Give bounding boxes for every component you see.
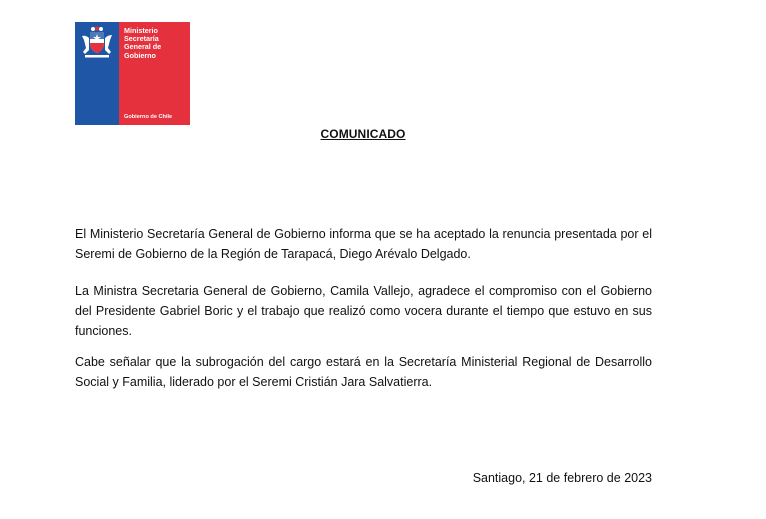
logo-title-line: Secretaría — [124, 34, 159, 44]
logo-ministry-name — [124, 27, 190, 60]
logo-footer-text: Gobierno de Chile — [124, 114, 173, 120]
paragraph-subrogation: Cabe señalar que la subrogación del cargo estará en la Secretaría Ministerial Regional de Desarrollo Social y Familia, liderado por el Seremi Cristián Jara Salvatierra. — [75, 355, 652, 389]
logo-title-line: Gobierno — [124, 50, 156, 60]
document-date: Santiago, 21 de febrero de 2023 — [472, 471, 652, 485]
paragraph-thanks: La Ministra Secretaria General de Gobierno, Camila Vallejo, agradece el compromiso con el Gobierno del Presidente Gabriel Boric y el trabajo que realizó como vocera durante el tiempo que estuvo en sus funciones. — [75, 284, 652, 338]
logo-title-line: Ministerio — [124, 26, 158, 35]
paragraph-resignation: El Ministerio Secretaría General de Gobierno informa que se ha aceptado la renuncia presentada por el Seremi de Gobierno de la Región de Tarapacá, Diego Arévalo Delgado. — [75, 227, 652, 261]
coat-of-arms-icon — [79, 26, 115, 60]
document-heading: COMUNICADO — [320, 127, 406, 141]
ministry-logo — [75, 22, 190, 125]
logo-title-line: General de — [124, 42, 162, 52]
logo-blue-band — [75, 22, 119, 125]
